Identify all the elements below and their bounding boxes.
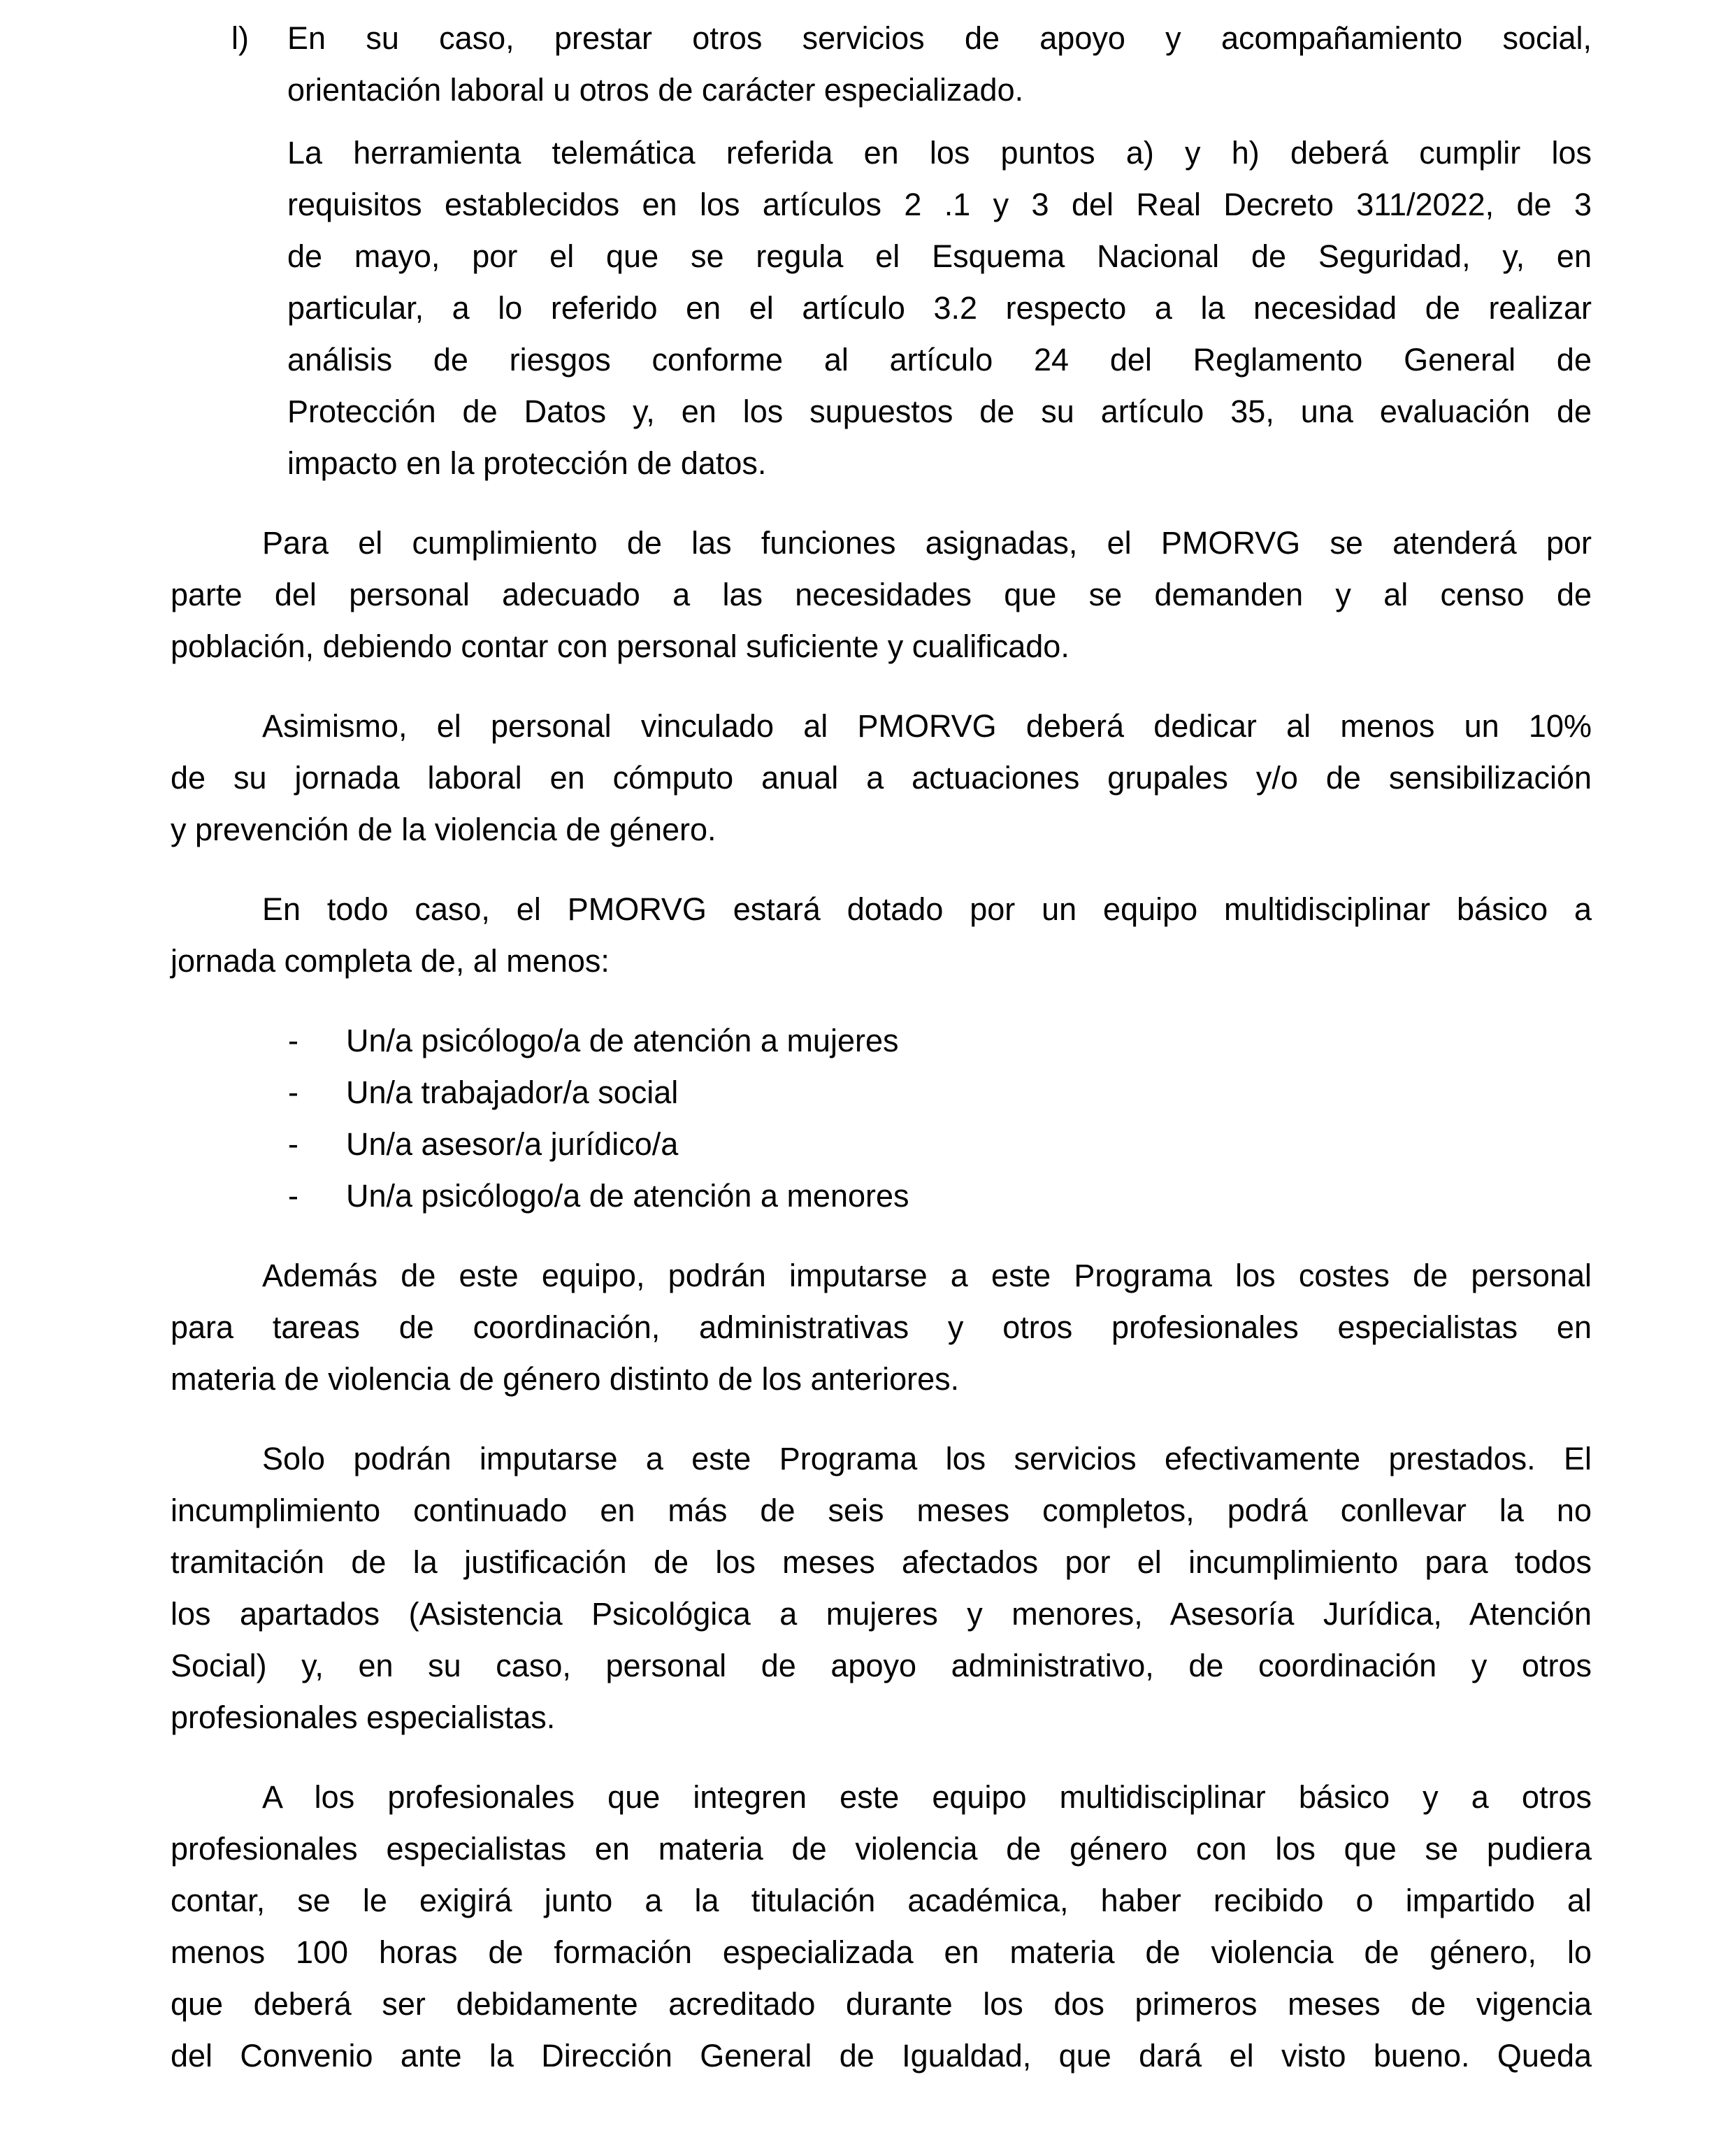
bullet-item bbox=[288, 1119, 1592, 1170]
paragraph bbox=[171, 1433, 1592, 1744]
list-item-marker: l) bbox=[231, 20, 249, 56]
bullet-dash-icon: - bbox=[288, 1075, 298, 1110]
paragraph bbox=[287, 127, 1592, 489]
paragraph bbox=[171, 517, 1592, 673]
list-item bbox=[231, 13, 1592, 116]
bullet-dash-icon: - bbox=[288, 1178, 298, 1214]
text-line: requisitos establecidos en los artículos 2 .1 y 3 del Real Decreto 311/2022, de 3 bbox=[287, 187, 1592, 222]
text-line: Protección de Datos y, en los supuestos de su artículo 35, una evaluación de bbox=[287, 394, 1592, 429]
bullet-list bbox=[288, 1015, 1592, 1222]
text-line: Asimismo, el personal vinculado al PMORVG deberá dedicar al menos un 10% bbox=[262, 708, 1592, 744]
text-line: jornada completa de, al menos: bbox=[171, 943, 610, 979]
text-line: incumplimiento continuado en más de seis meses completos, podrá conllevar la no bbox=[171, 1493, 1592, 1528]
text-line: menos 100 horas de formación especializada en materia de violencia de género, lo bbox=[171, 1934, 1592, 1970]
text-line: Solo podrán imputarse a este Programa los servicios efectivamente prestados. El bbox=[262, 1441, 1592, 1476]
text-line: materia de violencia de género distinto de los anteriores. bbox=[171, 1361, 960, 1397]
text-line: En su caso, prestar otros servicios de apoyo y acompañamiento social, bbox=[287, 20, 1592, 56]
text-line: de mayo, por el que se regula el Esquema Nacional de Seguridad, y, en bbox=[287, 238, 1592, 274]
text-line: Además de este equipo, podrán imputarse a este Programa los costes de personal bbox=[262, 1258, 1592, 1293]
text-line: población, debiendo contar con personal suficiente y cualificado. bbox=[171, 628, 1070, 664]
text-line: y prevención de la violencia de género. bbox=[171, 812, 716, 847]
paragraph bbox=[171, 1771, 1592, 2082]
text-line: impacto en la protección de datos. bbox=[287, 445, 767, 481]
text-line: del Convenio ante la Dirección General de Igualdad, que dará el visto bueno. Queda bbox=[171, 2038, 1592, 2074]
bullet-item-text: Un/a asesor/a jurídico/a bbox=[346, 1126, 679, 1162]
text-line: tramitación de la justificación de los meses afectados por el incumplimiento para todos bbox=[171, 1544, 1592, 1580]
document-content bbox=[171, 13, 1592, 2082]
text-line: particular, a lo referido en el artículo 3.2 respecto a la necesidad de realizar bbox=[287, 290, 1592, 326]
text-line: los apartados (Asistencia Psicológica a mujeres y menores, Asesoría Jurídica, Atención bbox=[171, 1596, 1592, 1632]
text-line: profesionales especialistas en materia de violencia de género con los que se pudiera bbox=[171, 1831, 1592, 1867]
bullet-item-text: Un/a trabajador/a social bbox=[346, 1075, 679, 1110]
text-line: para tareas de coordinación, administrativas y otros profesionales especialistas en bbox=[171, 1309, 1592, 1345]
paragraph bbox=[171, 884, 1592, 987]
bullet-item bbox=[288, 1170, 1592, 1222]
bullet-item bbox=[288, 1015, 1592, 1067]
text-line: análisis de riesgos conforme al artículo 24 del Reglamento General de bbox=[287, 342, 1592, 378]
text-line: que deberá ser debidamente acreditado durante los dos primeros meses de vigencia bbox=[171, 1986, 1592, 2022]
text-line: La herramienta telemática referida en los puntos a) y h) deberá cumplir los bbox=[287, 135, 1592, 171]
bullet-item-text: Un/a psicólogo/a de atención a menores bbox=[346, 1178, 909, 1214]
bullet-dash-icon: - bbox=[288, 1023, 298, 1058]
bullet-item bbox=[288, 1067, 1592, 1119]
bullet-item-text: Un/a psicólogo/a de atención a mujeres bbox=[346, 1023, 899, 1058]
text-line: orientación laboral u otros de carácter especializado. bbox=[287, 72, 1024, 108]
text-line: A los profesionales que integren este equipo multidisciplinar básico y a otros bbox=[262, 1779, 1592, 1815]
text-line: de su jornada laboral en cómputo anual a actuaciones grupales y/o de sensibilización bbox=[171, 760, 1592, 796]
bullet-dash-icon: - bbox=[288, 1126, 298, 1162]
text-line: profesionales especialistas. bbox=[171, 1699, 556, 1735]
text-line: Social) y, en su caso, personal de apoyo administrativo, de coordinación y otros bbox=[171, 1648, 1592, 1683]
text-line: Para el cumplimiento de las funciones asignadas, el PMORVG se atenderá por bbox=[262, 525, 1592, 561]
text-line: parte del personal adecuado a las necesidades que se demanden y al censo de bbox=[171, 577, 1592, 612]
text-line: contar, se le exigirá junto a la titulación académica, haber recibido o impartido al bbox=[171, 1883, 1592, 1918]
text-line: En todo caso, el PMORVG estará dotado por un equipo multidisciplinar básico a bbox=[262, 891, 1592, 927]
paragraph bbox=[171, 1250, 1592, 1405]
paragraph bbox=[171, 700, 1592, 856]
